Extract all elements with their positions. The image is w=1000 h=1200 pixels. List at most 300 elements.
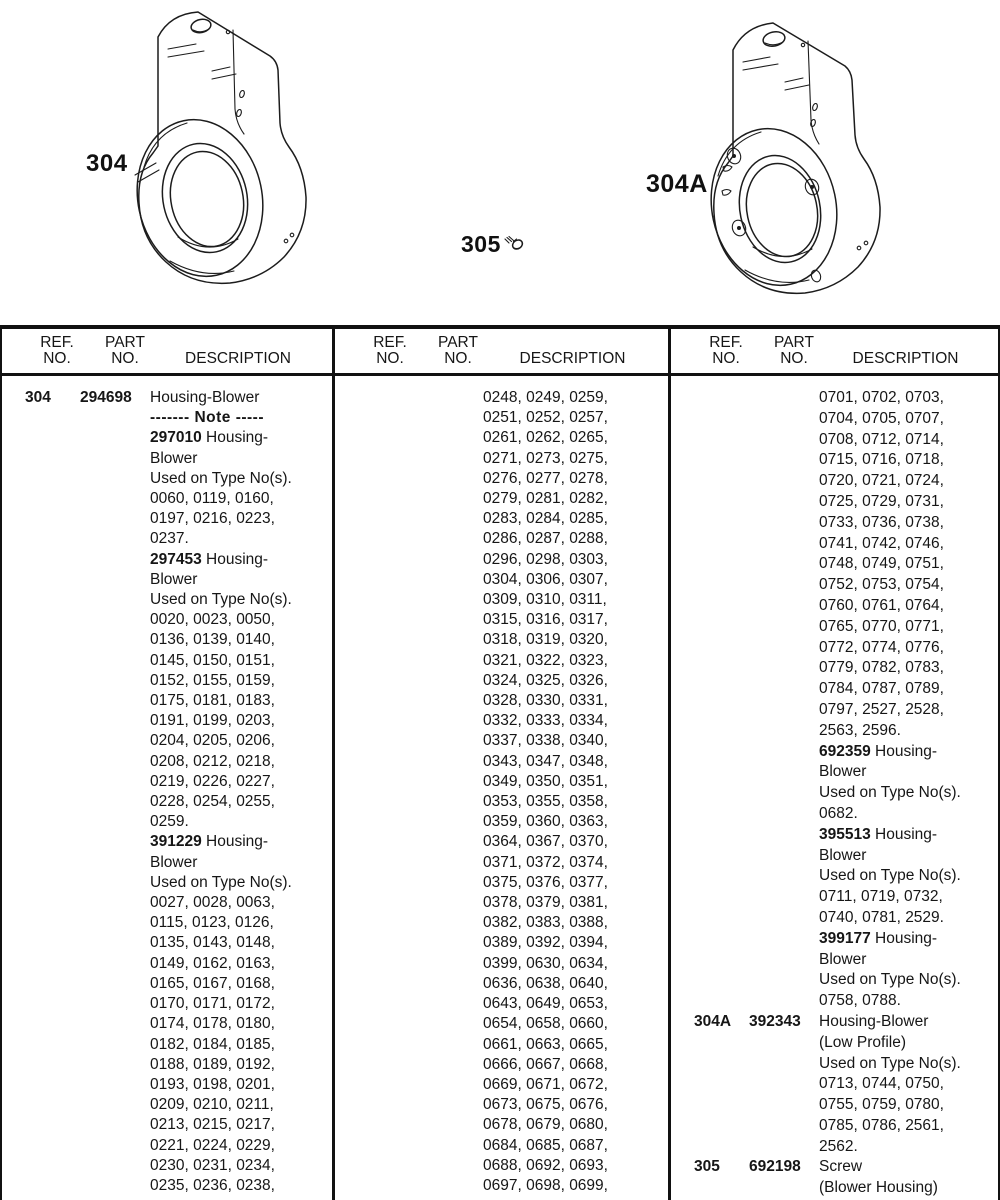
part-no-cell [393,792,483,812]
table-row [671,846,998,867]
description-cell: 395513 Housing- [819,825,938,843]
ref-no-cell [335,388,393,408]
description-cell: Used on Type No(s). [819,784,961,802]
ref-no-cell [671,1137,729,1158]
part-no-cell [393,1014,483,1034]
part-no-cell [60,893,150,913]
table-row [671,1033,998,1054]
table-row [671,513,998,534]
table-row [671,825,998,846]
part-no-cell [393,1075,483,1095]
part-no-header: PART NO. [438,334,478,367]
description-cell: 0725, 0729, 0731, [819,492,944,510]
table-column [2,329,335,1200]
description-cell: 0027, 0028, 0063, [150,894,275,912]
table-row [671,887,998,908]
ref-no-cell [2,1055,60,1075]
ref-no-cell [335,469,393,489]
ref-no-cell [671,388,729,409]
part-no-cell [393,933,483,953]
description-cell: Blower [819,846,867,864]
ref-no-cell [671,700,729,721]
table-row [671,970,998,991]
description-cell: 0115, 0123, 0126, [150,914,274,932]
part-no-cell [60,1176,150,1196]
ref-no-cell [2,933,60,953]
part-no-cell [729,762,819,783]
table-column [671,329,998,1200]
table-row [2,731,332,751]
ref-no-cell: 304 [25,389,51,406]
part-no-cell [393,711,483,731]
table-row [2,1035,332,1055]
part-no-cell [60,974,150,994]
table-row [671,1137,998,1158]
table-row [335,812,668,832]
table-row [2,489,332,509]
description-cell: Blower [150,853,198,871]
part-label-304: 304 [86,150,128,177]
part-no-cell [729,638,819,659]
description-cell: 0713, 0744, 0750, [819,1075,944,1093]
part-no-cell [393,529,483,549]
part-no-cell [393,994,483,1014]
ref-no-cell [335,812,393,832]
ref-no-cell [671,409,729,430]
description-cell: 0748, 0749, 0751, [819,555,944,573]
description-cell: 0174, 0178, 0180, [150,1015,275,1033]
description-cell: 0654, 0658, 0660, [483,1015,608,1033]
ref-no-cell [671,596,729,617]
ref-no-cell [335,1115,393,1135]
description-header: DESCRIPTION [519,350,626,367]
table-row [335,1136,668,1156]
part-no-cell [393,1136,483,1156]
description-cell: 0708, 0712, 0714, [819,430,944,448]
ref-no-cell [335,933,393,953]
description-cell: 0286, 0287, 0288, [483,530,608,548]
table-row [671,1116,998,1137]
table-row [2,994,332,1014]
description-cell: 0170, 0171, 0172, [150,995,275,1013]
table-row [335,792,668,812]
table-row [335,449,668,469]
table-row [2,691,332,711]
description-cell: 0673, 0675, 0676, [483,1096,608,1114]
ref-no-cell [671,721,729,742]
ref-no-cell [2,428,60,448]
description-cell: 0136, 0139, 0140, [150,631,275,649]
table-row [335,1156,668,1176]
ref-no-cell [2,1156,60,1176]
table-row [335,630,668,650]
ref-no-cell [335,913,393,933]
ref-no-cell [2,550,60,570]
description-cell: 0661, 0663, 0665, [483,1035,608,1053]
description-cell: Used on Type No(s). [150,469,292,487]
table-row [2,893,332,913]
table-row [2,974,332,994]
screw-305-drawing [503,233,527,253]
part-no-cell [60,1055,150,1075]
ref-no-cell [671,471,729,492]
part-no-cell [60,812,150,832]
table-row [2,469,332,489]
description-cell: 0259. [150,813,189,831]
ref-no-cell [335,610,393,630]
part-no-cell [393,489,483,509]
part-no-cell [60,1156,150,1176]
table-row [671,1095,998,1116]
part-no-cell [60,1014,150,1034]
description-cell: 0752, 0753, 0754, [819,576,944,594]
part-no-cell [729,950,819,971]
part-no-cell [729,450,819,471]
part-no-cell [60,449,150,469]
part-no-header: PART NO. [105,334,145,367]
description-cell: 391229 Housing- [150,833,269,851]
description-cell: 0318, 0319, 0320, [483,631,608,649]
description-cell: 0688, 0692, 0693, [483,1156,608,1174]
part-no-cell [729,1178,819,1199]
description-cell: 0666, 0667, 0668, [483,1055,608,1073]
part-no-cell [393,671,483,691]
ref-no-cell [2,954,60,974]
part-no-cell [729,471,819,492]
description-cell: 0765, 0770, 0771, [819,617,944,635]
ref-no-cell [671,991,729,1012]
description-cell: 0182, 0184, 0185, [150,1035,275,1053]
description-cell: 0711, 0719, 0732, [819,888,943,906]
description-cell: 0304, 0306, 0307, [483,570,608,588]
table-row [2,388,332,408]
part-no-cell [60,954,150,974]
table-row [2,1055,332,1075]
description-header: DESCRIPTION [185,350,291,367]
description-cell: Blower [819,950,867,968]
part-no-cell [393,954,483,974]
description-cell: 0235, 0236, 0238, [150,1176,275,1194]
ref-no-cell [2,772,60,792]
ref-no-cell [335,832,393,852]
table-row [2,1136,332,1156]
part-no-cell [393,873,483,893]
ref-no-cell [2,509,60,529]
ref-no-cell [671,450,729,471]
ref-no-cell [335,509,393,529]
description-cell: Blower [150,449,198,467]
table-row [335,570,668,590]
table-row [2,752,332,772]
table-row [671,742,998,763]
description-cell: Housing-Blower [819,1012,929,1030]
table-row [335,529,668,549]
description-cell: Used on Type No(s). [150,873,292,891]
ref-no-cell: 304A [694,1012,732,1030]
ref-no-cell [335,731,393,751]
ref-no-header: REF. NO. [373,334,407,367]
description-cell: 0193, 0198, 0201, [150,1075,275,1093]
table-row [2,1156,332,1176]
ref-no-cell [2,853,60,873]
table-row [2,772,332,792]
part-no-cell [729,929,819,950]
description-cell: 0276, 0277, 0278, [483,469,608,487]
part-no-cell [60,853,150,873]
blower-housing-304a-drawing [695,15,895,305]
part-no-cell [729,388,819,409]
table-row [671,866,998,887]
table-row [2,610,332,630]
ref-no-cell [2,832,60,852]
part-no-cell [729,742,819,763]
description-cell: 0279, 0281, 0282, [483,490,608,508]
ref-no-cell [335,651,393,671]
table-row [335,1035,668,1055]
ref-no-cell [671,866,729,887]
part-no-cell [729,991,819,1012]
ref-no-cell [2,1075,60,1095]
description-cell: 0779, 0782, 0783, [819,659,944,677]
table-row [335,752,668,772]
ref-no-cell [2,630,60,650]
description-cell: 0643, 0649, 0653, [483,995,608,1013]
description-cell: 0741, 0742, 0746, [819,534,944,552]
part-no-cell [729,492,819,513]
description-cell: 692359 Housing- [819,742,938,760]
part-no-cell [729,908,819,929]
description-cell: 0296, 0298, 0303, [483,550,608,568]
ref-no-cell [2,469,60,489]
ref-no-cell [335,529,393,549]
part-no-cell [60,550,150,570]
table-row [671,700,998,721]
ref-no-cell [335,1014,393,1034]
description-cell: 0271, 0273, 0275, [483,449,608,467]
description-cell: 0209, 0210, 0211, [150,1096,274,1114]
description-cell: 2562. [819,1137,858,1155]
part-no-cell [729,1137,819,1158]
ref-no-cell [671,783,729,804]
description-cell: 0230, 0231, 0234, [150,1156,275,1174]
part-no-cell [393,812,483,832]
ref-no-cell [2,671,60,691]
part-no-cell [729,1033,819,1054]
part-no-cell [393,913,483,933]
ref-no-cell [671,513,729,534]
table-row [2,711,332,731]
part-no-cell [60,1095,150,1115]
table-row [335,408,668,428]
ref-no-cell [2,974,60,994]
part-no-cell [729,1116,819,1137]
ref-no-cell [335,1035,393,1055]
table-row [335,388,668,408]
description-cell: 0760, 0761, 0764, [819,596,944,614]
table-row [335,772,668,792]
part-no-cell [60,489,150,509]
description-cell: 0636, 0638, 0640, [483,974,608,992]
ref-no-cell [2,1095,60,1115]
part-no-cell [60,1075,150,1095]
part-no-cell [729,825,819,846]
table-row [671,492,998,513]
ref-no-cell [335,772,393,792]
description-cell: 0175, 0181, 0183, [150,692,275,710]
table-row [2,570,332,590]
table-row [335,853,668,873]
part-no-cell [729,513,819,534]
ref-no-cell [671,742,729,763]
table-row [671,430,998,451]
table-column-header [671,329,998,376]
part-no-cell [729,409,819,430]
description-cell: 0191, 0199, 0203, [150,712,275,730]
description-cell: 0343, 0347, 0348, [483,752,608,770]
table-row [2,812,332,832]
part-no-cell [393,509,483,529]
description-cell: 0678, 0679, 0680, [483,1116,608,1134]
table-row [335,610,668,630]
ref-no-cell [335,1156,393,1176]
table-row [671,991,998,1012]
ref-no-cell [671,1178,729,1199]
description-cell: 0772, 0774, 0776, [819,638,944,656]
part-no-cell [60,832,150,852]
description-cell: 0382, 0383, 0388, [483,914,608,932]
part-no-cell [393,752,483,772]
table-row [335,1014,668,1034]
part-no-cell [393,1055,483,1075]
description-cell: 0697, 0698, 0699, [483,1176,608,1194]
part-no-cell [729,1095,819,1116]
ref-no-cell [2,529,60,549]
part-no-cell [729,721,819,742]
part-no-cell: 294698 [80,389,132,406]
ref-no-cell [335,671,393,691]
part-no-cell [60,933,150,953]
table-row [671,721,998,742]
part-no-cell [393,1035,483,1055]
description-cell: 0315, 0316, 0317, [483,611,608,629]
description-cell: Blower [150,570,198,588]
table-row [335,913,668,933]
ref-no-cell [335,1176,393,1196]
ref-no-cell [335,954,393,974]
table-column-header [2,329,332,376]
table-row [2,933,332,953]
table-row [671,409,998,430]
ref-no-header: REF. NO. [40,334,74,367]
ref-no-cell [335,449,393,469]
ref-no-cell [671,554,729,575]
ref-no-cell [671,950,729,971]
description-cell: 0020, 0023, 0050, [150,611,275,629]
part-no-cell [729,554,819,575]
part-no-cell [729,617,819,638]
ref-no-cell [2,610,60,630]
ref-no-cell [335,752,393,772]
ref-no-cell [671,430,729,451]
ref-no-cell [335,590,393,610]
ref-no-cell [2,408,60,428]
description-cell: 0221, 0224, 0229, [150,1136,275,1154]
description-cell: 0740, 0781, 2529. [819,908,944,926]
table-row [671,908,998,929]
description-cell: 0682. [819,804,858,822]
part-no-cell [393,651,483,671]
ref-no-cell [335,994,393,1014]
description-cell: 0060, 0119, 0160, [150,490,274,508]
ref-no-cell [335,489,393,509]
description-cell: 0251, 0252, 0257, [483,409,608,427]
table-row [671,679,998,700]
table-row [2,832,332,852]
description-cell: 297453 Housing- [150,550,269,568]
table-row [2,1176,332,1196]
part-no-cell [393,610,483,630]
part-no-header: PART NO. [774,334,814,367]
table-row [335,832,668,852]
ref-no-cell [671,658,729,679]
description-cell: 0378, 0379, 0381, [483,894,608,912]
ref-no-cell [2,1115,60,1135]
table-row [671,1012,998,1033]
description-cell: 0720, 0721, 0724, [819,472,944,490]
table-row [671,762,998,783]
table-row [671,658,998,679]
ref-no-cell [335,1075,393,1095]
part-no-cell [393,731,483,751]
ref-no-cell [2,731,60,751]
table-row [2,1115,332,1135]
part-no-cell [393,1095,483,1115]
ref-no-cell [335,711,393,731]
ref-no-cell [2,570,60,590]
table-row [335,428,668,448]
ref-no-cell [671,1074,729,1095]
table-row [335,1095,668,1115]
part-no-cell [60,994,150,1014]
description-cell: 0758, 0788. [819,992,901,1010]
ref-no-cell [671,638,729,659]
table-row [2,630,332,650]
description-header: DESCRIPTION [852,350,959,367]
ref-no-cell [671,970,729,991]
part-label-304a: 304A [646,170,708,198]
table-row [335,893,668,913]
ref-no-cell [335,893,393,913]
table-row [335,590,668,610]
ref-no-cell [671,575,729,596]
part-no-cell [60,1035,150,1055]
table-row [335,994,668,1014]
table-row [335,1176,668,1196]
description-cell: 0733, 0736, 0738, [819,513,944,531]
description-cell: 0208, 0212, 0218, [150,752,275,770]
description-cell: 0213, 0215, 0217, [150,1116,275,1134]
ref-no-cell [335,691,393,711]
description-cell: ------- Note ----- [150,409,264,427]
parts-table [0,325,1000,1200]
table-row [2,550,332,570]
ref-no-cell [2,1035,60,1055]
part-no-cell [60,610,150,630]
ref-no-cell [335,428,393,448]
description-cell: 0701, 0702, 0703, [819,389,944,406]
part-no-cell [60,752,150,772]
description-cell: 0197, 0216, 0223, [150,510,275,528]
